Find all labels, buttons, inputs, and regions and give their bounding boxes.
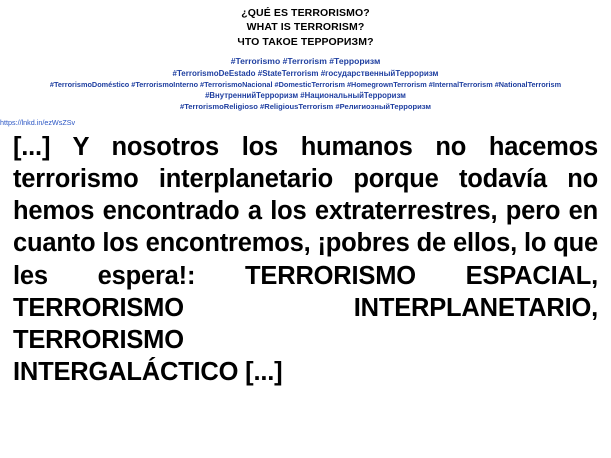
header <box>0 0 611 49</box>
quote-body: [...] Y nosotros los humanos no hacemos terrorismo interplanetario porque todavía no hemos encontrado a los extraterrestres, pero en cuanto los encontremos, ¡pobres de ellos, lo que les espera!: TERRORISMO ESPACIAL, TERRORISMO INTERPLANETARIO, TERRORISMO <box>13 133 598 354</box>
header-title-en: WHAT IS TERRORISM? <box>246 21 365 34</box>
header-title-ru: ЧТО ТАКОЕ ТЕРРОРИЗМ? <box>237 35 374 48</box>
quote-last-line: INTERGALÁCTICO [...] <box>13 357 283 386</box>
hashtag-line-4: #ВнутреннийТерроризм #НациональныйТерроризм <box>205 91 406 101</box>
hashtag-block <box>0 55 611 112</box>
hashtag-line-1: #Terrorismo #Terrorism #Терроризм <box>230 56 381 67</box>
header-title-es: ¿QUÉ ES TERRORISMO? <box>241 7 370 19</box>
source-link[interactable]: https://lnkd.in/ezWsZSv <box>0 118 76 128</box>
hashtag-line-2: #TerrorismoDeEstado #StateTerrorism #государственныйТерроризм <box>172 68 439 78</box>
quote-text <box>13 131 598 388</box>
hashtag-line-3: #TerrorismoDoméstico #TerrorismoInterno #TerrorismoNacional #DomesticTerrorism #HomegrownTerrorism #InternalTerrorism #NationalTerrorism <box>49 79 562 89</box>
hashtag-line-5: #TerrorismoReligioso #ReligiousTerrorism #РелигиозныйТерроризм <box>179 102 432 112</box>
